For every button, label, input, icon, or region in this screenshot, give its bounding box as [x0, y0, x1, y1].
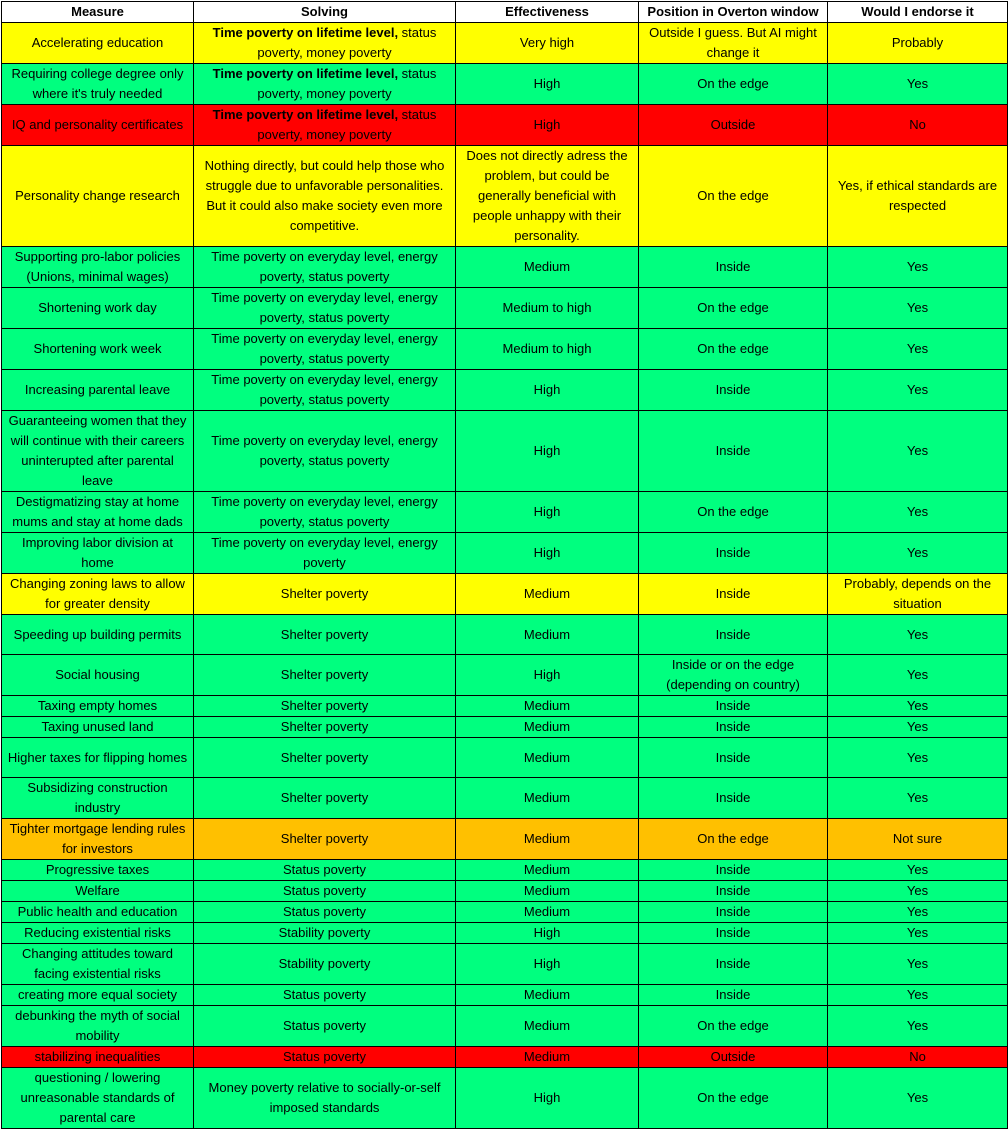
solving-cell — [194, 738, 456, 778]
measure-cell: questioning / lowering unreasonable standards of parental care — [2, 1068, 194, 1129]
solving-cell — [194, 696, 456, 717]
measure-cell: stabilizing inequalities — [2, 1047, 194, 1068]
endorse-cell: Yes — [828, 944, 1008, 985]
solving-cell — [194, 23, 456, 64]
effectiveness-cell: Medium — [456, 247, 639, 288]
measure-cell: Improving labor division at home — [2, 533, 194, 574]
position-cell: Inside — [639, 860, 828, 881]
table-row — [2, 881, 1008, 902]
endorse-cell: Yes — [828, 902, 1008, 923]
measure-cell: Changing attitudes toward facing existential risks — [2, 944, 194, 985]
effectiveness-cell: Medium — [456, 902, 639, 923]
solving-cell — [194, 492, 456, 533]
position-cell: Inside — [639, 696, 828, 717]
solving-cell — [194, 288, 456, 329]
position-cell: On the edge — [639, 64, 828, 105]
solving-text: status poverty, money poverty — [257, 107, 437, 142]
solving-cell — [194, 411, 456, 492]
endorse-cell: Yes — [828, 717, 1008, 738]
measure-cell: Taxing unused land — [2, 717, 194, 738]
solving-cell — [194, 370, 456, 411]
table-row — [2, 923, 1008, 944]
measure-cell: Taxing empty homes — [2, 696, 194, 717]
solving-text: Status poverty — [282, 1049, 367, 1064]
solving-text: Stability poverty — [278, 925, 371, 940]
position-cell: Outside — [639, 105, 828, 146]
position-cell: Inside — [639, 574, 828, 615]
effectiveness-cell: Does not directly adress the problem, but could be generally beneficial with people unhappy with their personality. — [456, 146, 639, 247]
measure-cell: Destigmatizing stay at home mums and stay at home dads — [2, 492, 194, 533]
effectiveness-cell: High — [456, 105, 639, 146]
solving-text: Time poverty on everyday level, energy poverty, status poverty — [211, 249, 438, 284]
measure-cell: Public health and education — [2, 902, 194, 923]
effectiveness-cell: Medium — [456, 985, 639, 1006]
position-cell: Inside — [639, 615, 828, 655]
header-endorse: Would I endorse it — [828, 2, 1008, 23]
measure-cell: Shortening work day — [2, 288, 194, 329]
position-cell: Inside — [639, 533, 828, 574]
effectiveness-cell: Medium — [456, 717, 639, 738]
solving-cell — [194, 860, 456, 881]
endorse-cell: Yes — [828, 1068, 1008, 1129]
effectiveness-cell: High — [456, 655, 639, 696]
table-row — [2, 411, 1008, 492]
measure-cell: creating more equal society — [2, 985, 194, 1006]
solving-cell — [194, 717, 456, 738]
measure-cell: Welfare — [2, 881, 194, 902]
solving-cell — [194, 655, 456, 696]
effectiveness-cell: Medium — [456, 860, 639, 881]
table-row — [2, 64, 1008, 105]
effectiveness-cell: Medium — [456, 738, 639, 778]
solving-text: Money poverty relative to socially-or-self imposed standards — [208, 1080, 441, 1115]
position-cell: Inside — [639, 923, 828, 944]
effectiveness-cell: Medium to high — [456, 288, 639, 329]
solving-text: Shelter poverty — [280, 719, 369, 734]
solving-text: Shelter poverty — [280, 790, 369, 805]
table-row — [2, 738, 1008, 778]
measure-cell: Accelerating education — [2, 23, 194, 64]
position-cell: Inside or on the edge (depending on country) — [639, 655, 828, 696]
position-cell: On the edge — [639, 819, 828, 860]
effectiveness-cell: High — [456, 1068, 639, 1129]
table-row — [2, 1068, 1008, 1129]
measure-cell: Progressive taxes — [2, 860, 194, 881]
solving-text: Shelter poverty — [280, 749, 369, 765]
endorse-cell: Yes — [828, 247, 1008, 288]
solving-cell — [194, 64, 456, 105]
table-body — [2, 23, 1008, 1129]
position-cell: Inside — [639, 411, 828, 492]
solving-bold-text: Time poverty on lifetime level, — [212, 107, 399, 122]
solving-text: Time poverty on everyday level, energy poverty, status poverty — [211, 494, 438, 529]
effectiveness-cell: Medium — [456, 819, 639, 860]
endorse-cell: Yes — [828, 696, 1008, 717]
solving-text: status poverty, money poverty — [257, 66, 437, 101]
position-cell: On the edge — [639, 1006, 828, 1047]
position-cell: Inside — [639, 944, 828, 985]
header-row — [2, 2, 1008, 23]
solving-cell — [194, 778, 456, 819]
solving-text: Time poverty on everyday level, energy poverty, status poverty — [211, 372, 438, 407]
table-row — [2, 370, 1008, 411]
table-row — [2, 247, 1008, 288]
effectiveness-cell: High — [456, 923, 639, 944]
table-row — [2, 329, 1008, 370]
solving-text: Shelter poverty — [280, 831, 369, 846]
measure-cell: Changing zoning laws to allow for greater density — [2, 574, 194, 615]
endorse-cell: Probably, depends on the situation — [828, 574, 1008, 615]
solving-cell — [194, 247, 456, 288]
endorse-cell: Yes, if ethical standards are respected — [828, 146, 1008, 247]
solving-bold-text: Time poverty on lifetime level, — [212, 25, 399, 40]
measure-cell: Higher taxes for flipping homes — [2, 738, 194, 778]
solving-cell — [194, 1006, 456, 1047]
effectiveness-cell: Very high — [456, 23, 639, 64]
solving-text: status poverty, money poverty — [257, 25, 437, 60]
solving-cell — [194, 923, 456, 944]
position-cell: Inside — [639, 985, 828, 1006]
effectiveness-cell: Medium — [456, 881, 639, 902]
table-row — [2, 574, 1008, 615]
solving-cell — [194, 533, 456, 574]
solving-cell — [194, 819, 456, 860]
endorse-cell: Probably — [828, 23, 1008, 64]
solving-text: Time poverty on everyday level, energy poverty — [211, 535, 438, 570]
position-cell: Inside — [639, 247, 828, 288]
solving-text: Time poverty on everyday level, energy poverty, status poverty — [211, 331, 438, 366]
effectiveness-cell: High — [456, 492, 639, 533]
solving-text: Stability poverty — [278, 956, 371, 971]
measure-cell: Increasing parental leave — [2, 370, 194, 411]
table-row — [2, 778, 1008, 819]
solving-text: Shelter poverty — [280, 667, 369, 682]
solving-text: Nothing directly, but could help those who struggle due to unfavorable personalities. But it could also make society even more competitive. — [204, 158, 445, 233]
table-row — [2, 819, 1008, 860]
endorse-cell: Yes — [828, 615, 1008, 655]
measure-cell: Subsidizing construction industry — [2, 778, 194, 819]
solving-text: Shelter poverty — [280, 626, 369, 642]
endorse-cell: Yes — [828, 411, 1008, 492]
measure-cell: Tighter mortgage lending rules for investors — [2, 819, 194, 860]
measure-cell: Requiring college degree only where it's truly needed — [2, 64, 194, 105]
table-row — [2, 696, 1008, 717]
solving-text: Status poverty — [282, 883, 367, 898]
measure-cell: IQ and personality certificates — [2, 105, 194, 146]
position-cell: Outside I guess. But AI might change it — [639, 23, 828, 64]
endorse-cell: Yes — [828, 655, 1008, 696]
solving-cell — [194, 1068, 456, 1129]
endorse-cell: Not sure — [828, 819, 1008, 860]
position-cell: On the edge — [639, 492, 828, 533]
measures-table — [1, 1, 1008, 1129]
position-cell: Inside — [639, 778, 828, 819]
endorse-cell: Yes — [828, 370, 1008, 411]
effectiveness-cell: High — [456, 533, 639, 574]
endorse-cell: Yes — [828, 881, 1008, 902]
table-row — [2, 717, 1008, 738]
table-row — [2, 985, 1008, 1006]
header-solving: Solving — [194, 2, 456, 23]
effectiveness-cell: Medium — [456, 1006, 639, 1047]
solving-cell — [194, 574, 456, 615]
table-row — [2, 533, 1008, 574]
endorse-cell: Yes — [828, 329, 1008, 370]
effectiveness-cell: Medium — [456, 696, 639, 717]
position-cell: On the edge — [639, 1068, 828, 1129]
solving-text: Status poverty — [282, 904, 367, 919]
endorse-cell: Yes — [828, 64, 1008, 105]
header-position: Position in Overton window — [639, 2, 828, 23]
endorse-cell: Yes — [828, 1006, 1008, 1047]
solving-bold-text: Time poverty on lifetime level, — [212, 66, 399, 81]
endorse-cell: Yes — [828, 288, 1008, 329]
table-row — [2, 944, 1008, 985]
position-cell: Inside — [639, 717, 828, 738]
endorse-cell: Yes — [828, 860, 1008, 881]
measure-cell: Social housing — [2, 655, 194, 696]
endorse-cell: Yes — [828, 778, 1008, 819]
position-cell: On the edge — [639, 288, 828, 329]
endorse-cell: Yes — [828, 985, 1008, 1006]
header-measure: Measure — [2, 2, 194, 23]
effectiveness-cell: Medium — [456, 615, 639, 655]
table-row — [2, 1047, 1008, 1068]
solving-cell — [194, 105, 456, 146]
solving-text: Status poverty — [282, 862, 367, 877]
endorse-cell: Yes — [828, 738, 1008, 778]
endorse-cell: Yes — [828, 492, 1008, 533]
table-row — [2, 615, 1008, 655]
table-row — [2, 655, 1008, 696]
solving-cell — [194, 902, 456, 923]
solving-cell — [194, 615, 456, 655]
solving-cell — [194, 944, 456, 985]
effectiveness-cell: Medium — [456, 1047, 639, 1068]
measure-cell: Reducing existential risks — [2, 923, 194, 944]
position-cell: On the edge — [639, 146, 828, 247]
endorse-cell: No — [828, 105, 1008, 146]
effectiveness-cell: High — [456, 370, 639, 411]
table-row — [2, 492, 1008, 533]
effectiveness-cell: Medium — [456, 574, 639, 615]
effectiveness-cell: High — [456, 944, 639, 985]
position-cell: Inside — [639, 738, 828, 778]
effectiveness-cell: High — [456, 64, 639, 105]
solving-cell — [194, 1047, 456, 1068]
solving-cell — [194, 329, 456, 370]
solving-text: Shelter poverty — [280, 586, 369, 601]
table-row — [2, 1006, 1008, 1047]
table-row — [2, 902, 1008, 923]
table-row — [2, 23, 1008, 64]
effectiveness-cell: Medium to high — [456, 329, 639, 370]
header-effectiveness: Effectiveness — [456, 2, 639, 23]
measure-cell: Supporting pro-labor policies (Unions, minimal wages) — [2, 247, 194, 288]
effectiveness-cell: High — [456, 411, 639, 492]
position-cell: Inside — [639, 902, 828, 923]
position-cell: Inside — [639, 881, 828, 902]
solving-text: Shelter poverty — [280, 698, 369, 713]
position-cell: Inside — [639, 370, 828, 411]
endorse-cell: Yes — [828, 923, 1008, 944]
measure-cell: debunking the myth of social mobility — [2, 1006, 194, 1047]
solving-cell — [194, 985, 456, 1006]
measure-cell: Guaranteeing women that they will continue with their careers uninterupted after parental leave — [2, 411, 194, 492]
solving-text: Status poverty — [282, 1018, 367, 1033]
table-row — [2, 105, 1008, 146]
solving-text: Time poverty on everyday level, energy poverty, status poverty — [211, 433, 438, 468]
measure-cell: Shortening work week — [2, 329, 194, 370]
table-row — [2, 288, 1008, 329]
effectiveness-cell: Medium — [456, 778, 639, 819]
solving-cell — [194, 146, 456, 247]
endorse-cell: No — [828, 1047, 1008, 1068]
position-cell: On the edge — [639, 329, 828, 370]
table-row — [2, 146, 1008, 247]
position-cell: Outside — [639, 1047, 828, 1068]
measure-cell: Speeding up building permits — [2, 615, 194, 655]
endorse-cell: Yes — [828, 533, 1008, 574]
solving-cell — [194, 881, 456, 902]
solving-text: Status poverty — [282, 987, 367, 1002]
table-row — [2, 860, 1008, 881]
solving-text: Time poverty on everyday level, energy poverty, status poverty — [211, 290, 438, 325]
measure-cell: Personality change research — [2, 146, 194, 247]
